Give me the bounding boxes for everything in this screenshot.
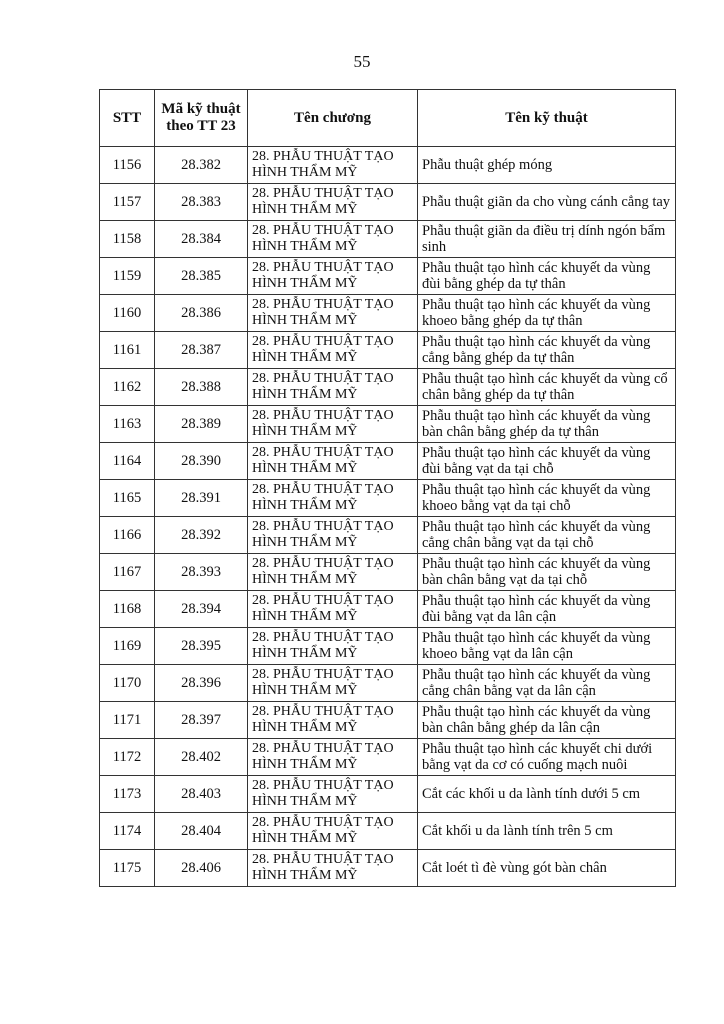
- row-stt: 1156: [100, 147, 155, 184]
- row-technique: Phẫu thuật tạo hình các khuyết da vùng cẳng chân bằng vạt da tại chỗ: [418, 517, 676, 554]
- row-stt: 1166: [100, 517, 155, 554]
- header-stt: STT: [100, 90, 155, 147]
- table-row: [100, 221, 676, 258]
- row-technique: Cắt khối u da lành tính trên 5 cm: [418, 813, 676, 850]
- row-chapter: 28. PHẪU THUẬT TẠO HÌNH THẨM MỸ: [248, 813, 418, 850]
- row-code: 28.391: [155, 480, 248, 517]
- row-stt: 1160: [100, 295, 155, 332]
- table-row: [100, 443, 676, 480]
- page-number: 55: [353, 52, 371, 71]
- row-code: 28.390: [155, 443, 248, 480]
- row-technique: Phẫu thuật ghép móng: [418, 147, 676, 184]
- row-stt: 1171: [100, 702, 155, 739]
- technique-table: [99, 89, 676, 887]
- row-technique: Cắt các khối u da lành tính dưới 5 cm: [418, 776, 676, 813]
- row-stt: 1159: [100, 258, 155, 295]
- row-code: 28.394: [155, 591, 248, 628]
- row-stt: 1163: [100, 406, 155, 443]
- row-stt: 1157: [100, 184, 155, 221]
- row-technique: Phẫu thuật tạo hình các khuyết chi dưới bằng vạt da cơ có cuống mạch nuôi: [418, 739, 676, 776]
- row-chapter: 28. PHẪU THUẬT TẠO HÌNH THẨM MỸ: [248, 147, 418, 184]
- table-row: [100, 147, 676, 184]
- row-code: 28.406: [155, 850, 248, 887]
- row-code: 28.388: [155, 369, 248, 406]
- row-technique: Phẫu thuật tạo hình các khuyết da vùng khoeo bằng vạt da tại chỗ: [418, 480, 676, 517]
- table-row: [100, 332, 676, 369]
- table-row: [100, 850, 676, 887]
- row-stt: 1158: [100, 221, 155, 258]
- table-header-row: [100, 90, 676, 147]
- row-code: 28.383: [155, 184, 248, 221]
- header-technique: Tên kỹ thuật: [418, 90, 676, 147]
- row-technique: Phẫu thuật tạo hình các khuyết da vùng bàn chân bằng ghép da tự thân: [418, 406, 676, 443]
- row-code: 28.395: [155, 628, 248, 665]
- row-code: 28.393: [155, 554, 248, 591]
- table-row: [100, 406, 676, 443]
- row-code: 28.384: [155, 221, 248, 258]
- row-chapter: 28. PHẪU THUẬT TẠO HÌNH THẨM MỸ: [248, 221, 418, 258]
- row-technique: Phẫu thuật tạo hình các khuyết da vùng bàn chân bằng vạt da tại chỗ: [418, 554, 676, 591]
- row-code: 28.385: [155, 258, 248, 295]
- table-row: [100, 369, 676, 406]
- row-chapter: 28. PHẪU THUẬT TẠO HÌNH THẨM MỸ: [248, 665, 418, 702]
- row-technique: Phẫu thuật giãn da điều trị dính ngón bẩm sinh: [418, 221, 676, 258]
- row-stt: 1170: [100, 665, 155, 702]
- table-row: [100, 702, 676, 739]
- row-technique: Phẫu thuật tạo hình các khuyết da vùng cẳng bằng ghép da tự thân: [418, 332, 676, 369]
- row-chapter: 28. PHẪU THUẬT TẠO HÌNH THẨM MỸ: [248, 258, 418, 295]
- table-row: [100, 184, 676, 221]
- header-chapter: Tên chương: [248, 90, 418, 147]
- row-chapter: 28. PHẪU THUẬT TẠO HÌNH THẨM MỸ: [248, 554, 418, 591]
- row-technique: Phẫu thuật tạo hình các khuyết da vùng cẳng chân bằng vạt da lân cận: [418, 665, 676, 702]
- row-technique: Phẫu thuật tạo hình các khuyết da vùng bàn chân bằng ghép da lân cận: [418, 702, 676, 739]
- row-chapter: 28. PHẪU THUẬT TẠO HÌNH THẨM MỸ: [248, 480, 418, 517]
- row-stt: 1162: [100, 369, 155, 406]
- row-technique: Phẫu thuật tạo hình các khuyết da vùng đùi bằng vạt da tại chỗ: [418, 443, 676, 480]
- row-chapter: 28. PHẪU THUẬT TẠO HÌNH THẨM MỸ: [248, 184, 418, 221]
- row-code: 28.389: [155, 406, 248, 443]
- row-chapter: 28. PHẪU THUẬT TẠO HÌNH THẨM MỸ: [248, 295, 418, 332]
- row-stt: 1168: [100, 591, 155, 628]
- table-row: [100, 554, 676, 591]
- row-technique: Phẫu thuật tạo hình các khuyết da vùng đùi bằng vạt da lân cận: [418, 591, 676, 628]
- row-code: 28.403: [155, 776, 248, 813]
- row-chapter: 28. PHẪU THUẬT TẠO HÌNH THẨM MỸ: [248, 591, 418, 628]
- row-code: 28.386: [155, 295, 248, 332]
- row-stt: 1174: [100, 813, 155, 850]
- table-row: [100, 628, 676, 665]
- row-technique: Cắt loét tì đè vùng gót bàn chân: [418, 850, 676, 887]
- row-code: 28.397: [155, 702, 248, 739]
- row-chapter: 28. PHẪU THUẬT TẠO HÌNH THẨM MỸ: [248, 628, 418, 665]
- table-row: [100, 258, 676, 295]
- table-row: [100, 517, 676, 554]
- row-stt: 1167: [100, 554, 155, 591]
- table-row: [100, 776, 676, 813]
- row-code: 28.392: [155, 517, 248, 554]
- table-row: [100, 813, 676, 850]
- row-stt: 1165: [100, 480, 155, 517]
- row-code: 28.404: [155, 813, 248, 850]
- row-code: 28.382: [155, 147, 248, 184]
- row-technique: Phẫu thuật tạo hình các khuyết da vùng đùi bằng ghép da tự thân: [418, 258, 676, 295]
- row-code: 28.387: [155, 332, 248, 369]
- table-row: [100, 591, 676, 628]
- row-code: 28.402: [155, 739, 248, 776]
- row-stt: 1172: [100, 739, 155, 776]
- row-technique: Phẫu thuật tạo hình các khuyết da vùng cổ chân bằng ghép da tự thân: [418, 369, 676, 406]
- row-code: 28.396: [155, 665, 248, 702]
- table-body: [100, 147, 676, 887]
- row-technique: Phẫu thuật tạo hình các khuyết da vùng khoeo bằng ghép da tự thân: [418, 295, 676, 332]
- row-chapter: 28. PHẪU THUẬT TẠO HÌNH THẨM MỸ: [248, 776, 418, 813]
- table-row: [100, 665, 676, 702]
- row-chapter: 28. PHẪU THUẬT TẠO HÌNH THẨM MỸ: [248, 369, 418, 406]
- row-chapter: 28. PHẪU THUẬT TẠO HÌNH THẨM MỸ: [248, 443, 418, 480]
- row-stt: 1173: [100, 776, 155, 813]
- row-chapter: 28. PHẪU THUẬT TẠO HÌNH THẨM MỸ: [248, 739, 418, 776]
- row-stt: 1175: [100, 850, 155, 887]
- row-chapter: 28. PHẪU THUẬT TẠO HÌNH THẨM MỸ: [248, 332, 418, 369]
- table-row: [100, 739, 676, 776]
- row-chapter: 28. PHẪU THUẬT TẠO HÌNH THẨM MỸ: [248, 517, 418, 554]
- row-chapter: 28. PHẪU THUẬT TẠO HÌNH THẨM MỸ: [248, 702, 418, 739]
- table-row: [100, 480, 676, 517]
- row-technique: Phẫu thuật giãn da cho vùng cánh cẳng tay: [418, 184, 676, 221]
- row-chapter: 28. PHẪU THUẬT TẠO HÌNH THẨM MỸ: [248, 850, 418, 887]
- row-chapter: 28. PHẪU THUẬT TẠO HÌNH THẨM MỸ: [248, 406, 418, 443]
- row-stt: 1164: [100, 443, 155, 480]
- header-code: Mã kỹ thuật theo TT 23: [155, 90, 248, 147]
- row-stt: 1161: [100, 332, 155, 369]
- row-technique: Phẫu thuật tạo hình các khuyết da vùng khoeo bằng vạt da lân cận: [418, 628, 676, 665]
- table-row: [100, 295, 676, 332]
- row-stt: 1169: [100, 628, 155, 665]
